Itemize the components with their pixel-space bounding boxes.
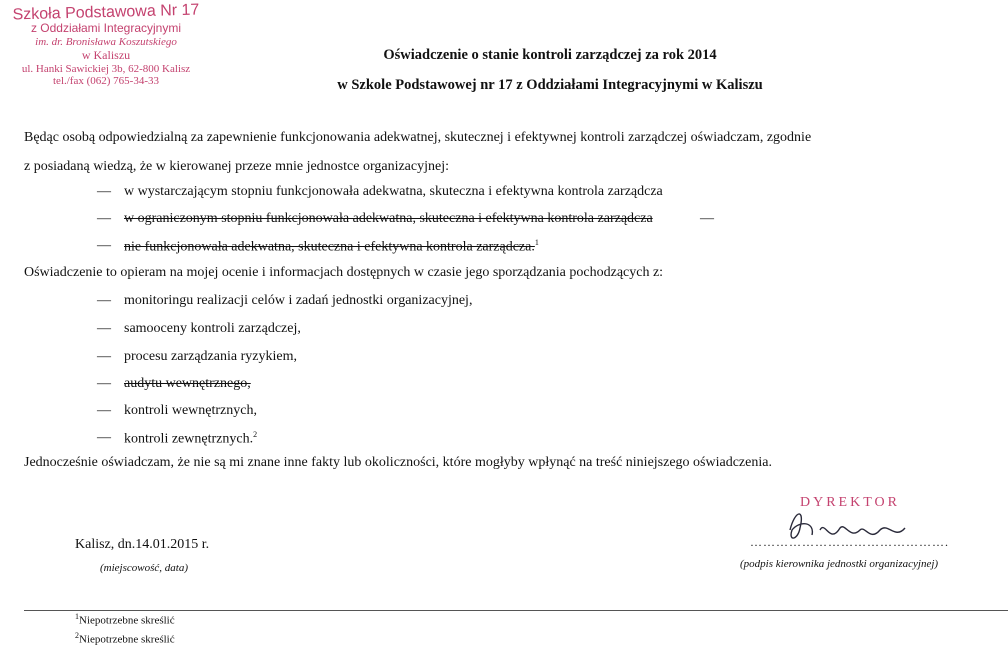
footnote-2-mark: 2 [75,631,79,640]
strike-line-end: — [700,211,714,226]
source-6-text: kontroli zewnętrznych. [124,431,254,447]
source-1: monitoringu realizacji celów i zadań jednostki organizacyjnej, [124,293,473,308]
footnote-2-text: Niepotrzebne skreślić [79,633,175,646]
footnote-mark-2: 2 [253,430,258,439]
signature-caption: (podpis kierownika jednostki organizacyjnej) [740,558,939,570]
director-stamp: DYREKTOR [800,495,900,510]
source-dash: — [97,321,111,336]
source-3: procesu zarządzania ryzykiem, [124,349,297,364]
option-dash: — [97,211,111,226]
stamp-line-5: ul. Hanki Sawickiej 3b, 62-800 Kalisz [21,62,191,75]
footnote-1-text: Niepotrzebne skreślić [79,614,175,627]
option-3-struck: nie funkcjonowała adekwatna, skuteczna i efektywna kontrola zarządcza. [124,239,535,255]
option-dash: — [97,238,111,253]
source-dash: — [97,430,111,445]
source-6 [124,430,257,448]
footnote-1-mark: 1 [75,612,79,621]
footnote-1 [75,612,175,627]
option-dash: — [97,184,111,199]
signature-line: ………………………………………. [750,535,949,549]
source-dash: — [97,293,111,308]
source-5: kontroli wewnętrznych, [124,403,257,418]
source-2: samooceny kontroli zarządczej, [124,321,301,336]
footnote-2 [75,631,175,646]
intro-line-2: z posiadaną wiedzą, że w kierowanej przeze mnie jednostce organizacyjnej: [24,159,449,174]
stamp-line-6: tel./fax (062) 765-34-33 [53,75,159,88]
source-dash: — [97,403,111,418]
source-4-struck: audytu wewnętrznego, [124,376,251,391]
option-1: w wystarczającym stopniu funkcjonowała adekwatna, skuteczna i efektywna kontrola zarządcza [124,184,663,199]
footnote-divider [24,610,1008,611]
intro-line-1: Będąc osobą odpowiedzialną za zapewnienie funkcjonowania adekwatnej, skutecznej i efektywnej kontroli zarządczej oświadczam, zgodnie [24,130,812,145]
stamp-line-2: z Oddziałami Integracyjnymi [30,21,182,36]
stamp-line-4: w Kaliszu [81,47,131,62]
school-stamp [6,1,206,88]
stamp-line-1: Szkoła Podstawowa Nr 17 [12,1,200,24]
option-3 [124,238,539,256]
footnote-mark-1: 1 [534,238,539,247]
document-title: Oświadczenie o stanie kontroli zarządczej za rok 2014 [383,47,717,63]
source-dash: — [97,349,111,364]
source-dash: — [97,376,111,391]
basis-intro: Oświadczenie to opieram na mojej ocenie i informacjach dostępnych w czasie jego sporządzania pochodzących z: [24,265,664,280]
option-2-struck: w ograniczonym stopniu funkcjonowała adekwatna, skuteczna i efektywna kontrola zarządcza [124,211,653,226]
document-subtitle: w Szkole Podstawowej nr 17 z Oddziałami Integracyjnymi w Kaliszu [337,77,763,93]
stamp-line-3: im. dr. Bronisława Koszutskiego [35,36,177,49]
place-date-caption: (miejscowość, data) [100,562,188,574]
place-date: Kalisz, dn.14.01.2015 r. [75,537,210,552]
closing-statement: Jednocześnie oświadczam, że nie są mi znane inne fakty lub okoliczności, które mogłyby wpłynąć na treść niniejszego oświadczenia. [24,455,772,470]
